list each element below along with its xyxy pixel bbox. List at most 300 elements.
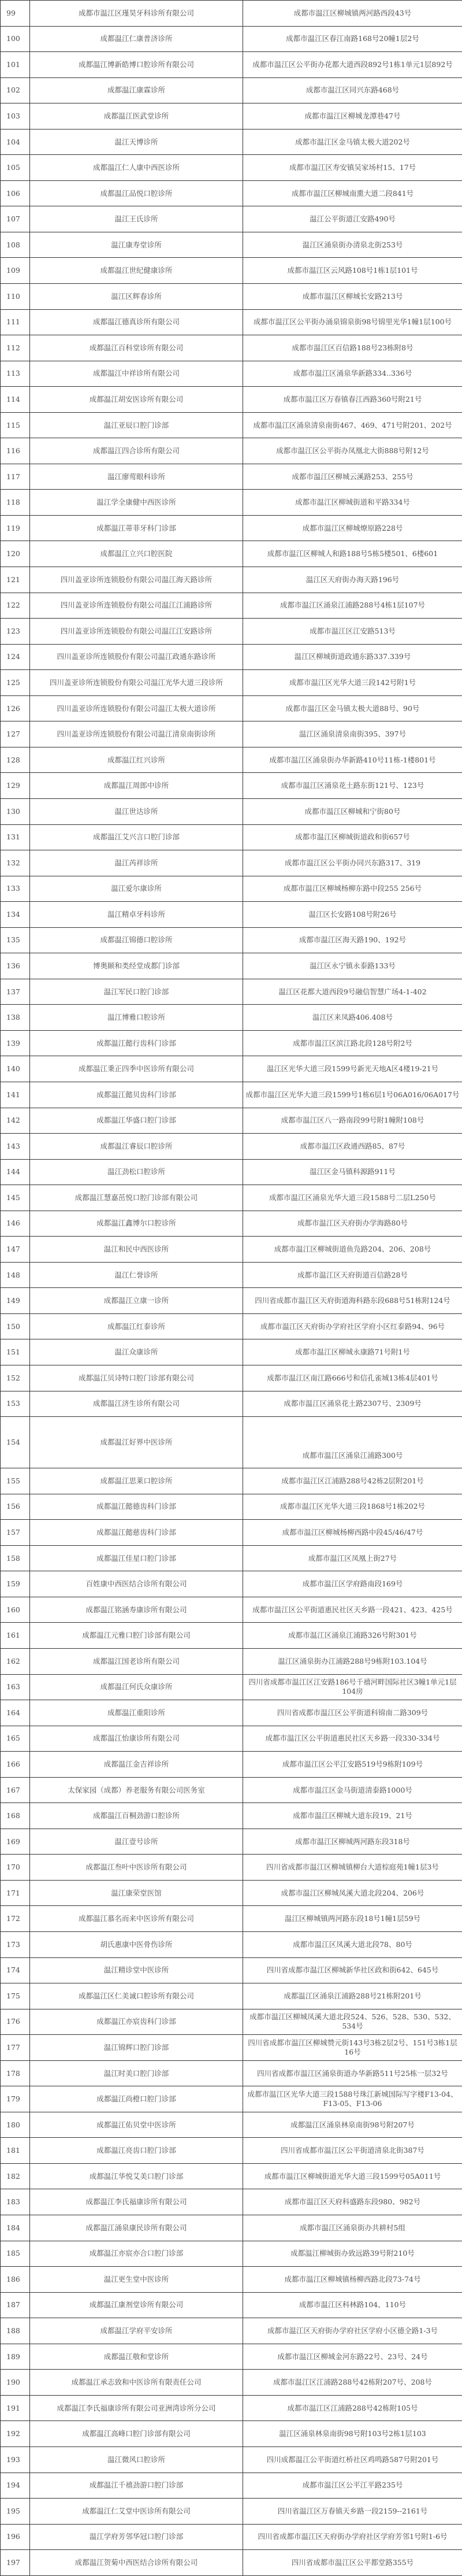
clinic-address: 成都市温江区柳城街道鱼凫路204、206、208号 <box>243 1237 462 1263</box>
clinic-address: 成都市温江区江安路513号 <box>243 619 462 645</box>
table-row <box>1 1030 462 1056</box>
row-number: 166 <box>1 1752 30 1778</box>
table-row <box>1 1855 462 1881</box>
clinic-address: 成都市温江区光华大道三段1599号1栋6层1号06A016/06A017号 <box>243 1082 462 1108</box>
row-number: 175 <box>1 1983 30 2009</box>
table-row <box>1 850 462 876</box>
clinic-name: 成都温江红兴诊所 <box>30 747 243 773</box>
clinic-address: 成都市温江区寿安镇吴家场村15、17号 <box>243 155 462 181</box>
clinic-address: 四川省成都市温江区柳城新华社区政和街642、645号 <box>243 1957 462 1983</box>
clinic-name: 成都温江百桐劲游口腔诊所 <box>30 1803 243 1829</box>
table-row <box>1 2524 462 2550</box>
clinic-name: 胡氏惠康中医骨伤诊所 <box>30 1932 243 1958</box>
table-row <box>1 2499 462 2525</box>
table-row <box>1 1494 462 1520</box>
clinic-name: 成都温江鑫博尔口腔诊所 <box>30 1211 243 1237</box>
row-number: 123 <box>1 619 30 645</box>
clinic-address: 四川省温江区万春镇天乡路一段2159--2161号 <box>243 2499 462 2525</box>
row-number: 173 <box>1 1932 30 1958</box>
table-row <box>1 52 462 78</box>
clinic-name: 成都温江怡康诊所有限公司 <box>30 1726 243 1752</box>
row-number: 143 <box>1 1134 30 1160</box>
clinic-name: 成都温江李氏福康诊所有限公司亚洲湾诊所分公司 <box>30 2395 243 2421</box>
row-number: 176 <box>1 2009 30 2035</box>
clinic-address: 成都市温江区涌泉清泉南街467、469、471号附201、202号 <box>243 412 462 438</box>
row-number: 182 <box>1 2163 30 2189</box>
clinic-address: 成都市温江区涌泉花土路东街121号、123号 <box>243 773 462 799</box>
row-number: 126 <box>1 695 30 721</box>
clinic-address: 成都市温江区江浦路288号42栋2层附201号 <box>243 1468 462 1494</box>
clinic-address: 成都市温江区凤溪大道北段78、80号 <box>243 1932 462 1958</box>
table-row <box>1 1391 462 1417</box>
row-number: 149 <box>1 1288 30 1314</box>
clinic-address: 四川省成都市温江区天府街道海科路东段688号51栋附124号 <box>243 1288 462 1314</box>
table-row <box>1 412 462 438</box>
table-row <box>1 2292 462 2318</box>
table-row <box>1 361 462 387</box>
row-number: 179 <box>1 2086 30 2112</box>
clinic-name: 成都温江懿行齿科门诊部 <box>30 1030 243 1056</box>
row-number: 131 <box>1 824 30 850</box>
clinic-address: 成都市温江区涌泉街办共耕村5组 <box>243 2215 462 2241</box>
clinic-address: 成都市温江区天府街办学海路80号 <box>243 1211 462 1237</box>
clinic-address: 成都温江柳城街办致远路39号附210号 <box>243 2241 462 2267</box>
clinic-address: 成都市温江区涌泉江浦路300号 <box>243 1417 462 1468</box>
row-number: 184 <box>1 2215 30 2241</box>
clinic-address: 成都市温江区公平江平路235号 <box>243 2473 462 2499</box>
table-row <box>1 2344 462 2370</box>
clinic-name: 成都温江四合诊所有限公司 <box>30 438 243 464</box>
row-number: 197 <box>1 2550 30 2576</box>
clinic-address: 温江区涌泉清泉南街395、397号 <box>243 721 462 747</box>
clinic-name: 温江爱尔康诊所 <box>30 876 243 902</box>
clinic-address: 温江区来凤路406.408号 <box>243 1005 462 1031</box>
clinic-address: 成都市温江区公平街办涌泉锦泉街98号锦里光华1幢1层100号 <box>243 309 462 335</box>
table-row <box>1 927 462 953</box>
row-number: 161 <box>1 1623 30 1649</box>
clinic-name: 温江更生堂中医诊所 <box>30 2267 243 2293</box>
row-number: 185 <box>1 2241 30 2267</box>
clinic-name: 成都温江蒂菲牙科门诊部 <box>30 515 243 541</box>
clinic-address: 成都温江区涌泉江浦路288号21栋附201号 <box>243 1983 462 2009</box>
row-number: 105 <box>1 155 30 181</box>
clinic-name: 成都温江学府平安诊所 <box>30 2318 243 2344</box>
clinic-address: 成都市温江区天府街道百信路28号 <box>243 1262 462 1288</box>
table-row <box>1 2189 462 2215</box>
clinic-name: 成都温江佑贝堂中医诊所 <box>30 2112 243 2138</box>
row-number: 155 <box>1 1468 30 1494</box>
table-row <box>1 1237 462 1263</box>
row-number: 181 <box>1 2138 30 2164</box>
clinic-name: 成都温江仁艾堂中医诊所有限公司 <box>30 2499 243 2525</box>
clinic-address: 成都市温江区江浦路288号42栋附207号、208号 <box>243 2370 462 2396</box>
table-row <box>1 232 462 258</box>
clinic-address: 成都市温江区科林路104、110号 <box>243 2292 462 2318</box>
clinic-address: 成都市温江区海天路190、192号 <box>243 927 462 953</box>
table-row <box>1 593 462 619</box>
table-row <box>1 1623 462 1649</box>
row-number: 136 <box>1 953 30 979</box>
row-number: 153 <box>1 1391 30 1417</box>
row-number: 178 <box>1 2060 30 2086</box>
clinic-name: 成都温江慧嘉茁悦口腔门诊部有限公司 <box>30 1185 243 1211</box>
clinic-address: 温江区花都大道西段9号融信智慧广场4-1-402 <box>243 979 462 1005</box>
table-row <box>1 77 462 103</box>
clinic-name: 温江亚辰口腔门诊部 <box>30 412 243 438</box>
row-number: 145 <box>1 1185 30 1211</box>
clinic-address: 成都市温江区公平街办同兴东路317、319 <box>243 850 462 876</box>
clinic-name: 成都温江华盛口腔门诊部 <box>30 1108 243 1134</box>
table-row <box>1 1906 462 1932</box>
row-number: 194 <box>1 2473 30 2499</box>
clinic-name: 成都温江千禧劲游口腔门诊部 <box>30 2473 243 2499</box>
clinic-name: 成都温江博新皓博口腔诊所有限公司 <box>30 52 243 78</box>
clinic-address: 成都市温江区柳城大道东段19、21号 <box>243 1803 462 1829</box>
clinic-name: 温江锦辉口腔门诊部 <box>30 2035 243 2061</box>
row-number: 114 <box>1 387 30 413</box>
clinic-name: 成都温江红泰诊所 <box>30 1313 243 1339</box>
row-number: 117 <box>1 464 30 490</box>
row-number: 108 <box>1 232 30 258</box>
row-number: 171 <box>1 1880 30 1906</box>
table-row <box>1 798 462 824</box>
clinic-address: 温江区金马镇科源路911号 <box>243 1159 462 1185</box>
table-row <box>1 773 462 799</box>
row-number: 134 <box>1 902 30 928</box>
table-row <box>1 2318 462 2344</box>
row-number: 156 <box>1 1494 30 1520</box>
table-row <box>1 1468 462 1494</box>
table-row <box>1 695 462 721</box>
clinic-name: 成都温江思莱口腔诊所 <box>30 1468 243 1494</box>
clinic-name: 温江和民中西医诊所 <box>30 1237 243 1263</box>
row-number: 128 <box>1 747 30 773</box>
clinic-address: 温江区涌泉街办清泉北街253号 <box>243 232 462 258</box>
table-row <box>1 1880 462 1906</box>
table-row <box>1 2112 462 2138</box>
clinic-name: 成都温江仁人康中西医诊所 <box>30 155 243 181</box>
clinic-name: 成都温江仁康普济诊所 <box>30 26 243 52</box>
row-number: 120 <box>1 541 30 567</box>
table-row <box>1 155 462 181</box>
table-row <box>1 515 462 541</box>
row-number: 189 <box>1 2344 30 2370</box>
clinic-name: 温江康荣堂医馆 <box>30 1880 243 1906</box>
clinic-name: 成都温江懿德齿科门诊部 <box>30 1494 243 1520</box>
clinic-address: 温江区涌泉林泉南街98号附103号2栋1层103 <box>243 2421 462 2447</box>
table-row <box>1 2473 462 2499</box>
clinic-name: 温江王氏诊所 <box>30 206 243 232</box>
clinic-name: 博奥颐和类经堂成都门诊部 <box>30 953 243 979</box>
clinic-address: 成都市温江区云风路108号1栋1层101号 <box>243 258 462 284</box>
row-number: 103 <box>1 103 30 129</box>
clinic-name: 温江精诊堂中医诊所 <box>30 1957 243 1983</box>
clinic-address: 四川省成都市温江区柳城赞元街143号3栋2层2号、151号3栋1层16号 <box>243 2035 462 2061</box>
table-row <box>1 1159 462 1185</box>
clinic-name: 四川盖亚诊所连锁股份有限公司温江清泉南街诊所 <box>30 721 243 747</box>
row-number: 167 <box>1 1777 30 1803</box>
clinic-name: 成都温江慕名而来中医诊所有限公司 <box>30 1906 243 1932</box>
clinic-name: 温江区辉春诊所 <box>30 284 243 310</box>
table-row <box>1 1983 462 2009</box>
row-number: 142 <box>1 1108 30 1134</box>
table-row <box>1 567 462 593</box>
clinic-address: 成都市温江区凤凰上街27号 <box>243 1545 462 1571</box>
table-row <box>1 2395 462 2421</box>
clinic-name: 成都温江亦宸亦合口腔门诊部 <box>30 2241 243 2267</box>
clinic-name: 温江军民口腔门诊部 <box>30 979 243 1005</box>
row-number: 111 <box>1 309 30 335</box>
clinic-name: 成都温江亦宸齿科门诊部 <box>30 2009 243 2035</box>
row-number: 177 <box>1 2035 30 2061</box>
clinic-address: 四川成都温江公平街道红桥社区鸡鸣路587号附201号 <box>243 2447 462 2473</box>
clinic-name: 成都温江贝诗特口腔门诊部有限公司 <box>30 1365 243 1391</box>
table-row <box>1 979 462 1005</box>
clinic-name: 温江廖莺眼科诊所 <box>30 464 243 490</box>
clinic-name: 成都温江华悦艾美口腔门诊部 <box>30 2163 243 2189</box>
clinic-name: 温江芮祥诊所 <box>30 850 243 876</box>
table-row <box>1 1726 462 1752</box>
clinic-address: 成都市温江区南江路666号和信孔雀城13栋4层401号 <box>243 1365 462 1391</box>
clinic-address: 成都市温江区涌泉华新路334..336号 <box>243 361 462 387</box>
row-number: 129 <box>1 773 30 799</box>
clinic-name: 成都温江何氏众康诊所 <box>30 1674 243 1700</box>
table-row <box>1 1339 462 1365</box>
table-row <box>1 1082 462 1108</box>
clinic-name: 成都温江金吉祥诊所 <box>30 1752 243 1778</box>
clinic-name: 成都温江亮齿口腔门诊部 <box>30 2138 243 2164</box>
clinic-address: 成都市温江区涌泉江浦路288号4栋1层107号 <box>243 593 462 619</box>
row-number: 127 <box>1 721 30 747</box>
table-row <box>1 619 462 645</box>
clinic-address: 成都市温江区金马镇太极大道202号 <box>243 129 462 155</box>
clinic-name: 四川盖亚诊所连锁股份有限公司温江光华大道三段诊所 <box>30 670 243 696</box>
table-row <box>1 670 462 696</box>
row-number: 150 <box>1 1313 30 1339</box>
table-row <box>1 1932 462 1958</box>
clinic-address: 温江区光华大道三段1599号新光天地A区4楼19-21号 <box>243 1056 462 1082</box>
clinic-address: 成都市温江区滨江路北段128号附2号 <box>243 1030 462 1056</box>
clinic-name: 四川盖亚诊所连锁股份有限公司温江太极大道诊所 <box>30 695 243 721</box>
row-number: 116 <box>1 438 30 464</box>
table-row <box>1 180 462 206</box>
table-row <box>1 1829 462 1855</box>
clinic-address: 成都市温江区柳城杨柳西路中段45/46/47号 <box>243 1520 462 1546</box>
clinic-address: 成都市温江区光华大道三段142号附1号 <box>243 670 462 696</box>
row-number: 121 <box>1 567 30 593</box>
clinic-address: 成都市温江区八一路南段99号附1幢附108号 <box>243 1108 462 1134</box>
row-number: 152 <box>1 1365 30 1391</box>
clinic-address: 成都市温江区柳城南熏大道二段841号 <box>243 180 462 206</box>
clinic-address: 成都市温江区金马街道清泰路1000号 <box>243 1777 462 1803</box>
clinic-address: 成都市温江区政通西路85、87号 <box>243 1134 462 1160</box>
row-number: 180 <box>1 2112 30 2138</box>
clinic-name: 成都温江懿慈齿科门诊部 <box>30 1520 243 1546</box>
table-row <box>1 129 462 155</box>
clinic-address: 成都市温江区柳城长安路213号 <box>243 284 462 310</box>
table-row <box>1 1597 462 1623</box>
row-number: 158 <box>1 1545 30 1571</box>
clinic-name: 四川盖亚诊所连锁股份有限公司温江江安路诊所 <box>30 619 243 645</box>
clinic-name: 成都温江承志致和中医诊所有限责任公司 <box>30 2370 243 2396</box>
clinic-address: 成都市温江区天府街办学府社区学府小区德全路1-3号 <box>243 2318 462 2344</box>
clinic-address: 成都市温江区柳城人和路188号5栋5楼501、6楼601 <box>243 541 462 567</box>
table-row <box>1 2421 462 2447</box>
table-row <box>1 876 462 902</box>
row-number: 192 <box>1 2421 30 2447</box>
clinic-name: 成都温江康剂堂诊所有限公司 <box>30 2292 243 2318</box>
table-row <box>1 1365 462 1391</box>
clinic-name: 成都温江百科堂诊所有限公司 <box>30 335 243 361</box>
table-row <box>1 721 462 747</box>
row-number: 140 <box>1 1056 30 1082</box>
row-number: 164 <box>1 1700 30 1726</box>
clinic-name: 成都温江元雅口腔门诊部有限公司 <box>30 1623 243 1649</box>
clinic-name: 成都温江品悦口腔诊所 <box>30 180 243 206</box>
table-row <box>1 438 462 464</box>
row-number: 168 <box>1 1803 30 1829</box>
clinic-name: 成都温江中祥诊所有限公司 <box>30 361 243 387</box>
clinic-address: 成都市温江区柳城燎原路228号 <box>243 515 462 541</box>
table-row <box>1 2163 462 2189</box>
clinic-address: 成都市温江区学府路南段169号 <box>243 1571 462 1597</box>
clinic-name: 成都温江铭涵寿康诊所有限公司 <box>30 1597 243 1623</box>
clinic-name: 成都温江佳星口腔门诊部 <box>30 1545 243 1571</box>
table-row <box>1 1674 462 1700</box>
table-row <box>1 206 462 232</box>
row-number: 163 <box>1 1674 30 1700</box>
clinic-address: 成都市温江区春江南路168号20幢1层2号 <box>243 26 462 52</box>
clinic-name: 成都温江贺菊中西医结合诊所有限公司 <box>30 2550 243 2576</box>
row-number: 188 <box>1 2318 30 2344</box>
clinic-address: 温江区柳城街道政通东路337.339号 <box>243 644 462 670</box>
clinic-address: 温江公平街道江安路490号 <box>243 206 462 232</box>
row-number: 138 <box>1 1005 30 1031</box>
clinic-address: 成都市温江区公平江安路519号9栋附109号 <box>243 1752 462 1778</box>
row-number: 124 <box>1 644 30 670</box>
clinic-address: 成都市温江区柳城龙潭巷47号 <box>243 103 462 129</box>
table-row <box>1 2009 462 2035</box>
clinic-name: 成都温江立兴口腔医院 <box>30 541 243 567</box>
clinic-name: 成都温江艾兴言口腔门诊部 <box>30 824 243 850</box>
clinic-address: 温江区涌泉街办江浦路288号9栋附103.104号 <box>243 1649 462 1675</box>
table-row <box>1 1520 462 1546</box>
table-row <box>1 1056 462 1082</box>
row-number: 135 <box>1 927 30 953</box>
clinic-name: 温江众康诊所 <box>30 1339 243 1365</box>
table-row <box>1 387 462 413</box>
row-number: 170 <box>1 1855 30 1881</box>
row-number: 157 <box>1 1520 30 1546</box>
row-number: 174 <box>1 1957 30 1983</box>
table-row <box>1 490 462 516</box>
table-row <box>1 335 462 361</box>
clinic-name: 四川盖亚诊所连锁股份有限公司温江政通东路诊所 <box>30 644 243 670</box>
clinic-address: 成都市温江区公平街道惠民社区天乡路一段421、423、425号 <box>243 1597 462 1623</box>
table-row <box>1 824 462 850</box>
table-row <box>1 953 462 979</box>
table-row <box>1 1185 462 1211</box>
row-number: 102 <box>1 77 30 103</box>
table-row <box>1 464 462 490</box>
table-row <box>1 2241 462 2267</box>
table-row <box>1 1288 462 1314</box>
table-row <box>1 1803 462 1829</box>
row-number: 160 <box>1 1597 30 1623</box>
row-number: 133 <box>1 876 30 902</box>
clinic-address: 成都市温江区百信路188号23栋附8号 <box>243 335 462 361</box>
table-row <box>1 26 462 52</box>
table-row <box>1 1700 462 1726</box>
table-row <box>1 1005 462 1031</box>
clinic-name: 成都温江睿辰口腔诊所 <box>30 1134 243 1160</box>
row-number: 101 <box>1 52 30 78</box>
table-row <box>1 103 462 129</box>
clinic-address: 四川省成都市温江区江安路186号千禧河畔国际社区3幢1单元1层104房 <box>243 1674 462 1700</box>
clinic-address: 成都市温江区公平街办凤凰北大街888号附12号 <box>243 438 462 464</box>
clinic-name: 成都温江区仁美诚口腔诊所有限公司 <box>30 1983 243 2009</box>
clinic-address: 成都市温江区柳城街道政和街657号 <box>243 824 462 850</box>
clinic-address: 成都市温江区公平街办花都大道西段892号1栋1单元1层892号 <box>243 52 462 78</box>
table-row <box>1 1777 462 1803</box>
row-number: 112 <box>1 335 30 361</box>
row-number: 159 <box>1 1571 30 1597</box>
row-number: 118 <box>1 490 30 516</box>
table-row <box>1 2550 462 2576</box>
row-number: 151 <box>1 1339 30 1365</box>
clinic-name: 成都温江叁叶中医诊所有限公司 <box>30 1855 243 1881</box>
table-row <box>1 2060 462 2086</box>
row-number: 106 <box>1 180 30 206</box>
clinic-name: 成都温江涌泉康民诊所有限公司 <box>30 2215 243 2241</box>
clinic-address: 成都市温江区江浦路288号42栋附105号 <box>243 2395 462 2421</box>
clinic-name: 成都温江重阳诊所 <box>30 1700 243 1726</box>
clinic-name: 温江世达诊所 <box>30 798 243 824</box>
clinic-name: 温江微风口腔诊所 <box>30 2447 243 2473</box>
row-number: 165 <box>1 1726 30 1752</box>
clinic-name: 温江壹号诊所 <box>30 1829 243 1855</box>
clinic-name: 成都温江胡安医诊所有限公司 <box>30 387 243 413</box>
clinic-address: 成都市温江区柳城杨柳东路中段255 256号 <box>243 876 462 902</box>
clinic-name: 成都温江敬和堂诊所 <box>30 2344 243 2370</box>
clinic-address: 四川省成都市温江区天府街办学府社区学府芳邻1号附1-6号 <box>243 2524 462 2550</box>
table-row <box>1 1417 462 1468</box>
clinic-name: 温江仁誉诊所 <box>30 1262 243 1288</box>
table-row <box>1 747 462 773</box>
table-row <box>1 1313 462 1339</box>
table-row <box>1 2215 462 2241</box>
clinic-address: 成都市温江区天府街办学府社区学府小区红泰路94、96号 <box>243 1313 462 1339</box>
row-number: 148 <box>1 1262 30 1288</box>
clinic-address: 成都市温江区柳城永康路71号附1号 <box>243 1339 462 1365</box>
clinic-address: 成都市温江区涌泉光华大道三段1588号二层L250号 <box>243 1185 462 1211</box>
clinic-address: 成都市温江区柳城镇杨柳西路北段73-74号 <box>243 2267 462 2293</box>
clinic-address: 成都市温江区公平街道惠民社区天乡路一段330-334号 <box>243 1726 462 1752</box>
row-number: 169 <box>1 1829 30 1855</box>
clinic-address: 温江区天府街办海天路196号 <box>243 567 462 593</box>
clinic-address: 成都市温江区同兴东路468号 <box>243 77 462 103</box>
clinic-name: 成都温江好界中医诊所 <box>30 1417 243 1468</box>
clinic-address: 成都市温江区柳城街道和平路334号 <box>243 490 462 516</box>
clinic-address: 四川省成都市温江区公平街道清泉北街387号 <box>243 2138 462 2164</box>
clinic-address: 温江区柳城镇两河路东段18号1幢1层59号 <box>243 1906 462 1932</box>
table-row <box>1 2138 462 2164</box>
row-number: 104 <box>1 129 30 155</box>
clinic-name: 温江康寿堂诊所 <box>30 232 243 258</box>
row-number: 154 <box>1 1417 30 1468</box>
table-row <box>1 541 462 567</box>
table-row <box>1 2370 462 2396</box>
